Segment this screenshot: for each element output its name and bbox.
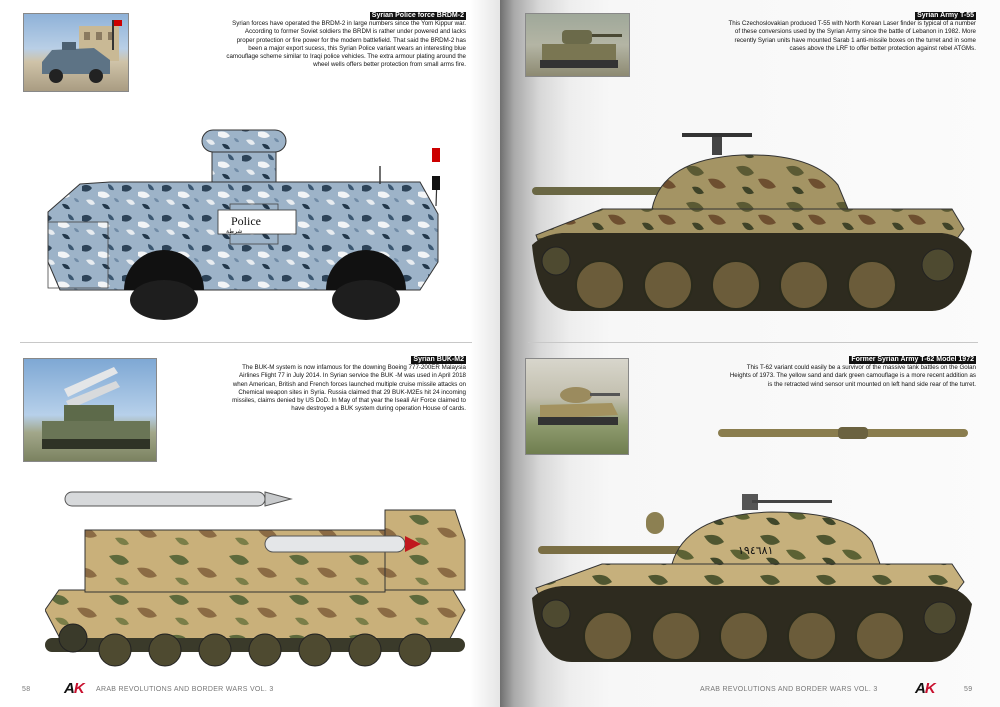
t55-photo-drawing: [526, 14, 629, 76]
t62-text-block: [728, 356, 976, 389]
brdm-reference-photo: [23, 13, 129, 92]
t55-text-block: [728, 12, 976, 53]
buk-body: The BUK-M system is now infamous for the downing Boeing 777-200ER Malaysia Airlines Flight 77 in July 2014. In Syrian service the BUK -M was used in April 2018 when American, British and French forces launched multiple cruise missile attacks on Chemical weapon sites in Syria. Russia claimed that 29 BUK-M2Es hit 24 incoming missiles, claims denied by US DoD. In May of that year the Isealì Air Force claimed to have destroyed a BUK system during operation House of cards.: [232, 364, 466, 413]
buk-m2-profile-illustration: [45, 470, 475, 675]
logo-letter-k: K: [924, 680, 935, 697]
right-page: [500, 0, 1000, 707]
brdm-text-block: [226, 12, 466, 69]
t62-body: This T-62 variant could easily be a survivor of the massive tank battles on the Golan Heights of 1973. The yellow sand and dark green camouflage is a more recent addition as is the retracted wind sensor unit mounted on left hand side rear of the turret.: [729, 364, 976, 388]
logo-letter-a: A: [915, 680, 925, 697]
publisher-logo-right: [915, 680, 935, 697]
left-divider: [20, 342, 472, 343]
t55-reference-photo: [525, 13, 630, 77]
police-marking: Police: [231, 214, 261, 228]
book-gutter-shadow: [470, 0, 500, 707]
t62-barrel-detail: [718, 426, 968, 440]
t62-heading: Former Syrian Army T-62 Model 1972: [851, 356, 974, 363]
left-page-number: 58: [22, 686, 31, 693]
right-page-number: 59: [964, 686, 973, 693]
buk-reference-photo: [23, 358, 157, 462]
left-running-title: ARAB REVOLUTIONS AND BORDER WARS VOL. 3: [96, 686, 274, 693]
logo-letter-a: A: [64, 680, 74, 697]
buk-heading: Syrian BUK-M2: [413, 356, 464, 363]
police-marking-arabic: شرطة: [226, 228, 243, 235]
right-divider: [528, 342, 978, 343]
brdm-heading: Syrian Police force BRDM-2: [371, 12, 464, 19]
buk-photo-drawing: [24, 359, 156, 461]
t62-profile-illustration: [532, 490, 972, 675]
logo-letter-k: K: [73, 680, 84, 697]
brdm-body: Syrian forces have operated the BRDM-2 in large numbers since the Yom Kippur war. According to former Soviet soldiers the BRDM is rather under powered and lacks proper protection or fire power for the modern battlefield. That said the BRDM-2 has been a major export sucess, this Syrian Police variant wears an interesting blue camouflage scheme similar to Iraqi police vehicles. The extra armour plating around the wheel wells offers better protection from small arms fire.: [226, 20, 466, 69]
t55-heading: Syrian Army T-55: [917, 12, 974, 19]
t55-profile-illustration: [532, 125, 972, 325]
t62-turret-number: ١٩٤٦٨١: [738, 544, 774, 557]
t62-photo-drawing: [526, 359, 628, 454]
right-running-title: ARAB REVOLUTIONS AND BORDER WARS VOL. 3: [700, 686, 878, 693]
t62-reference-photo: [525, 358, 629, 455]
publisher-logo-left: [64, 680, 84, 697]
buk-text-block: [226, 356, 466, 413]
brdm2-profile-illustration: [40, 122, 460, 327]
t55-body: This Czechoslovakian produced T-55 with North Korean Laser finder is typical of a number of these conversions used by the Syrian Army since the battle of Lebanon in 1982. More recently Syrian units have mounted Sarab 1 anti-missile boxes on the turret and in some cases above the LRF to offer better protection against rebel ATGMs.: [728, 20, 976, 52]
brdm-photo-drawing: [24, 14, 128, 91]
